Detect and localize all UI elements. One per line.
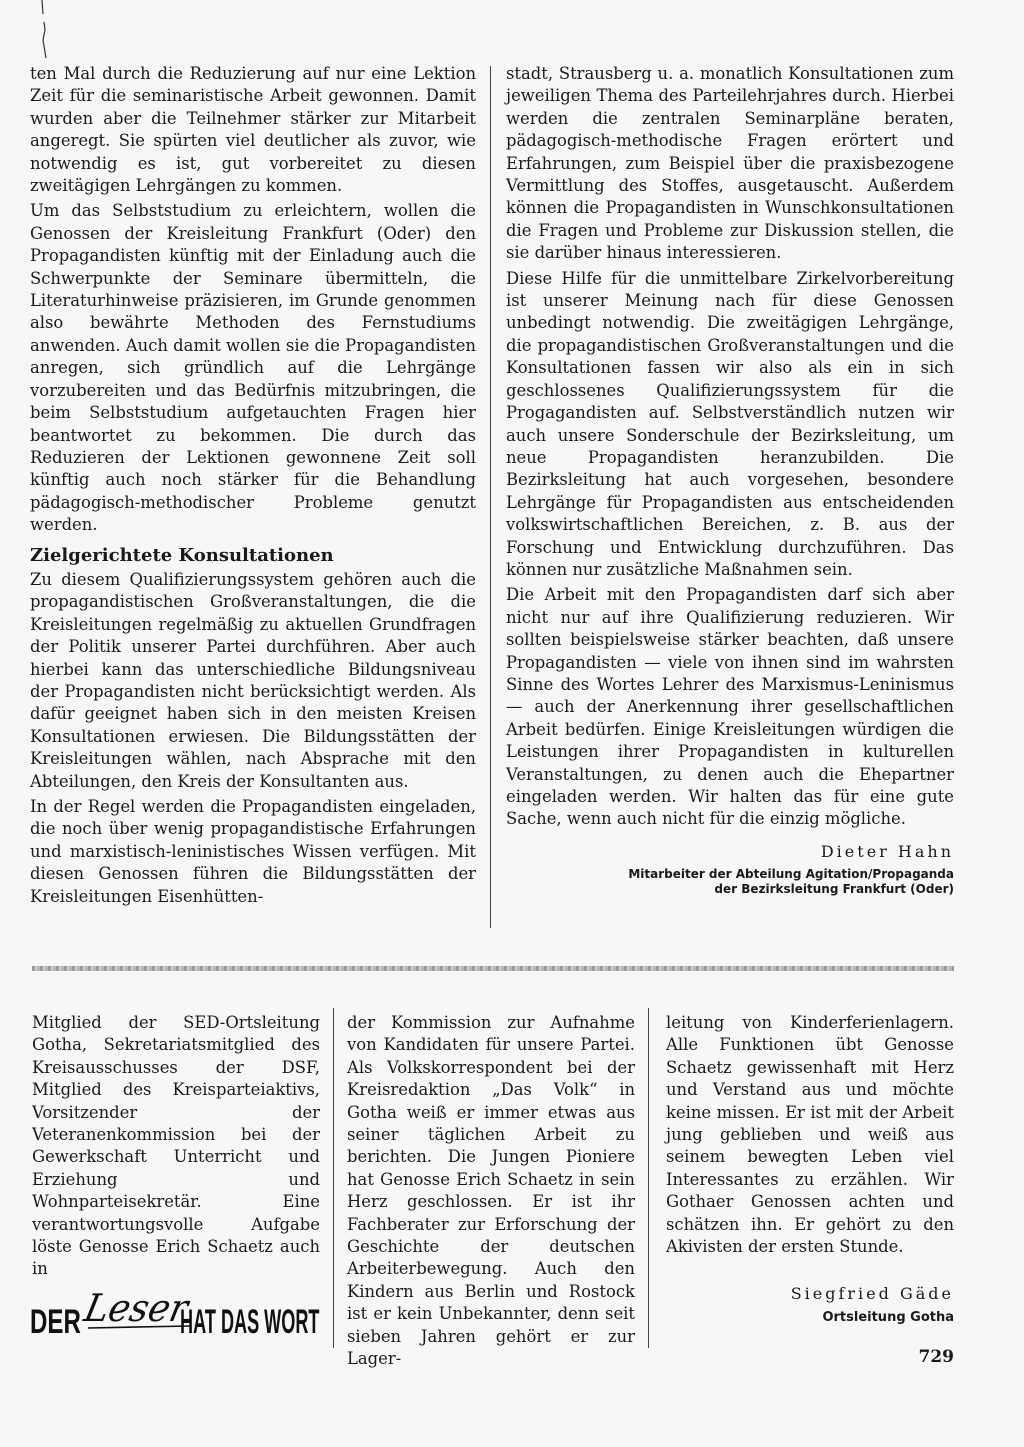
scan-mark: [38, 0, 50, 64]
page-number: 729: [918, 1347, 954, 1367]
letter-signature-name: Siegfried Gäde: [790, 1284, 954, 1303]
letter-column-1: [32, 1012, 320, 1279]
paragraph: Mitglied der SED-Ortsleitung Gotha, Sekretariatsmitglied des Kreisausschusses der DSF, Mitglied des Kreisparteiaktivs, Vorsitzender der Veteranenkommission bei der Gewerkschaft Unterricht und Erziehung und Wohnparteisekretär. Eine verantwortungsvolle Aufgabe löste Genosse Erich Schaetz auch in: [32, 1013, 320, 1279]
paragraph: Um das Selbststudium zu erleichtern, wollen die Genossen der Kreisleitung Frankfurt (Oder) den Propagandisten künftig mit der Einladung auch die Schwerpunkte der Seminare übermitteln, die Literaturhinweise präzisieren, im Grunde genommen also bewährte Methoden des Fernstudiums anwenden. Auch damit wollen sie die Propagandisten anregen, sich gründlich auf die Lehrgänge vorzubereiten und das Bedürfnis mitzubringen, die beim Selbststudium aufgetauchten Fragen hier beantwortet zu bekommen. Die durch das Reduzieren der Lektionen gewonnene Zeit soll künftig auch noch stärker für die Behandlung pädagogisch-methodischer Probleme genutzt werden.: [30, 201, 476, 535]
paragraph: In der Regel werden die Propagandisten eingeladen, die noch über wenig propagandistische Erfahrungen und marxistisch-leninistisches Wissen verfügen. Mit diesen Genossen führen die Bildungsstätten der Kreisleitungen Eisenhütten-: [30, 797, 476, 906]
logo-text-hat-das-wort: HAT DAS WORT: [180, 1303, 320, 1342]
logo-text-script: Leser: [80, 1286, 198, 1331]
paragraph: ten Mal durch die Reduzierung auf nur eine Lektion Zeit für die seminaristische Arbeit gewonnen. Damit wurden aber die Teilnehmer stärker zur Mitarbeit angeregt. Sie spürten viel deutlicher als zuvor, wie notwendig es ist, gut vorbereitet zu diesen zweitägigen Lehrgängen zu kommen.: [30, 64, 476, 196]
author-affiliation-line-2: der Bezirksleitung Frankfurt (Oder): [714, 882, 954, 897]
logo-text-der: DER: [30, 1303, 82, 1342]
letter-column-3: [666, 1012, 954, 1257]
paragraph: stadt, Strausberg u. a. monatlich Konsultationen zum jeweiligen Thema des Parteilehrjahres durch. Hierbei werden die zentralen Seminarpläne beraten, pädagogisch-methodische Fragen erörtert und Erfahrungen, zum Beispiel über die praxisbezogene Vermittlung des Stoffes, ausgetauscht. Außerdem können die Propagandisten in Wunschkonsultationen die Fragen und Probleme zur Diskussion stellen, die sie darüber hinaus interessieren.: [506, 64, 954, 263]
paragraph: Die Arbeit mit den Propagandisten darf sich aber nicht nur auf ihre Qualifizierung reduzieren. Wir sollten beispielsweise stärker beachten, daß unsere Propagandisten — viele von ihnen sind im wahrsten Sinne des Wortes Lehrer des Marxismus-Leninismus — auch der Anerkennung ihrer gesellschaftlichen Arbeit bedürfen. Einige Kreisleitungen würdigen die Leistungen ihrer Propagandisten in kulturellen Veranstaltungen, zu denen auch die Ehepartner eingeladen werden. Wir halten das für eine gute Sache, wenn auch nicht für die einzig mögliche.: [506, 585, 954, 829]
paragraph: Diese Hilfe für die unmittelbare Zirkelvorbereitung ist unserer Meinung nach für diese Genossen unbedingt notwendig. Die zweitägigen Lehrgänge, die propagandistischen Großveranstaltungen und die Konsultationen fassen wir also als ein in sich geschlossenes Qualifizierungssystem für die Progagandisten auf. Selbstverständlich nutzen wir auch unsere Sonderschule der Bezirksleitung, um neue Propagandisten heranzubilden. Die Bezirksleitung hat auch vorgesehen, besondere Lehrgänge für Propagandisten aus entscheidenden volkswirtschaftlichen Bereichen, z. B. aus der Forschung und Entwicklung durchzuführen. Das können nur zusätzliche Maßnahmen sein.: [506, 268, 954, 579]
section-separator: [32, 966, 954, 971]
der-leser-hat-das-wort-logo: [30, 1286, 322, 1342]
paragraph: Zu diesem Qualifizierungssystem gehören auch die propagandistischen Großveranstaltungen, die die Kreisleitungen regelmäßig zu aktuellen Grundfragen der Politik unserer Partei durchführen. Aber auch hierbei kann das unterschiedliche Bildungsniveau der Propagandisten nicht berücksichtigt werden. Als dafür geeignet haben sich in den meisten Kreisen Konsultationen erwiesen. Die Bildungsstätten der Kreisleitungen wählen, nach Absprache mit den Abteilungen, den Kreis der Konsultanten aus.: [30, 569, 476, 791]
section-heading: Zielgerichtete Konsultationen: [30, 544, 334, 566]
article-author: Dieter Hahn: [820, 841, 954, 861]
paragraph: leitung von Kinderferienlagern. Alle Funktionen übt Genosse Schaetz gewissenhaft mit Herz und Verstand aus und möchte keine missen. Er ist mit der Arbeit jung geblieben und weiß aus seinem bewegten Leben viel Interessantes zu erzählen. Wir Gothaer Genossen achten und schätzen ihn. Er gehört zu den Akivisten der ersten Stunde.: [666, 1013, 954, 1257]
column-rule: [333, 1008, 334, 1348]
paragraph: der Kommission zur Aufnahme von Kandidaten für unsere Partei. Als Volkskorrespondent bei der Kreisredaktion „Das Volk“ in Gotha weiß er immer etwas aus seiner täglichen Arbeit zu berichten. Die Jungen Pioniere hat Genosse Erich Schaetz in sein Herz geschlossen. Er ist ihr Fachberater zur Erforschung der Geschichte der deutschen Arbeiterbewegung. Auch den Kindern aus Berlin und Rostock ist er kein Unbekannter, denn seit sieben Jahren gehört er zur Lager-: [347, 1013, 635, 1369]
letter-column-2: [347, 1012, 635, 1369]
author-affiliation-line-1: Mitarbeiter der Abteilung Agitation/Propaganda: [628, 867, 954, 882]
article-column-2: [506, 63, 954, 938]
column-rule: [648, 1008, 649, 1348]
article-column-1: [30, 63, 476, 933]
letter-signature-org: Ortsleitung Gotha: [822, 1310, 954, 1325]
column-rule: [490, 66, 491, 928]
